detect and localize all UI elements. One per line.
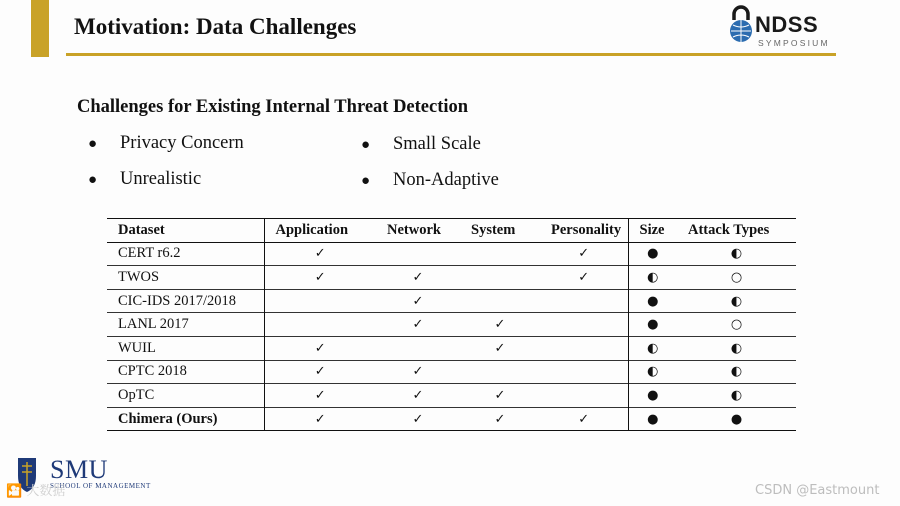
cell-size: ● [647,246,659,262]
cell-system [460,289,540,313]
bullet-item [361,170,499,191]
cell-personality: ✓ [540,242,628,266]
cell-system [460,360,540,384]
cell-attack-types: ◐ [730,293,743,309]
bullet-text: Privacy Concern [120,133,244,153]
cell-personality: ✓ [540,407,628,431]
cell-size: ● [647,293,659,309]
col-header-attack-types: Attack Types [688,221,770,238]
cell-application [264,289,376,313]
cell-size: ● [647,317,659,333]
cell-system: ✓ [494,411,506,427]
cell-network [376,242,460,266]
cell-application [264,313,376,337]
cell-system: ✓ [494,340,506,356]
cell-system [460,242,540,266]
cell-network [376,336,460,360]
bullet-dot: ● [361,173,371,189]
cell-personality [540,360,628,384]
cell-application: ✓ [314,269,326,285]
bullet-dot: ● [88,172,98,188]
watermark-left: 🎦 大数据 [6,484,66,499]
cell-application: ✓ [314,340,326,356]
col-header-application: Application [275,221,349,238]
col-header-personality: Personality [540,219,628,243]
cell-system [460,266,540,290]
table-row [107,289,796,313]
table-row [107,336,796,360]
table-row [107,313,796,337]
cell-application: ✓ [314,411,326,427]
cell-attack-types: ○ [730,317,743,333]
cell-personality [540,384,628,408]
title-underline [66,53,836,56]
cell-personality [540,313,628,337]
cell-size: ● [647,387,659,403]
cell-system: ✓ [494,317,506,333]
bullet-item [88,169,201,190]
section-heading: Challenges for Existing Internal Threat Detection [77,97,469,117]
cell-size: ◐ [647,340,659,356]
cell-network: ✓ [412,317,424,333]
cell-attack-types: ◐ [730,364,743,380]
dataset-name: CPTC 2018 [107,360,264,384]
table-row [107,266,796,290]
dataset-name: Chimera (Ours) [107,407,264,431]
smu-wordmark: SMU [50,455,108,484]
dataset-comparison-table [107,218,796,431]
cell-application: ✓ [314,246,326,262]
ndss-subtext: SYMPOSIUM [758,38,830,48]
bullet-item [88,133,244,154]
cell-network: ✓ [412,387,424,403]
cell-size: ● [647,411,659,427]
bullet-dot: ● [361,137,371,153]
cell-attack-types: ○ [730,269,743,285]
col-header-dataset: Dataset [107,219,264,243]
cell-application: ✓ [314,387,326,403]
cell-network: ✓ [412,364,424,380]
smu-subtext: SCHOOL OF MANAGEMENT [50,482,151,490]
cell-personality [540,336,628,360]
bullet-text: Unrealistic [120,169,202,189]
title-accent-bar [31,0,49,57]
ndss-logo [728,4,838,52]
watermark-csdn: CSDN @Eastmount [755,483,880,498]
table-row [107,384,796,408]
lock-globe-icon [728,4,754,44]
cell-application: ✓ [314,364,326,380]
bullet-text: Non-Adaptive [393,170,499,190]
bullet-dot: ● [88,136,98,152]
dataset-name: OpTC [107,384,264,408]
cell-personality: ✓ [540,266,628,290]
dataset-name: WUIL [107,336,264,360]
cell-system: ✓ [494,387,506,403]
dataset-name: TWOS [107,266,264,290]
col-header-network: Network [387,221,441,238]
cell-size: ◐ [647,364,659,380]
cell-size: ◐ [647,269,659,285]
table-row [107,242,796,266]
table-header-row [107,219,796,243]
cell-attack-types: ◐ [730,387,743,403]
ndss-wordmark: NDSS [755,12,819,37]
col-header-size: Size [639,221,665,238]
cell-attack-types: ◐ [730,246,743,262]
cell-network: ✓ [412,269,424,285]
bullet-item [361,134,481,155]
bullet-text: Small Scale [393,134,481,154]
cell-attack-types: ◐ [730,340,743,356]
cell-network: ✓ [412,293,424,309]
dataset-name: CERT r6.2 [107,242,264,266]
slide-title: Motivation: Data Challenges [74,14,357,39]
table-row [107,360,796,384]
cell-attack-types: ● [730,411,743,427]
dataset-name: CIC-IDS 2017/2018 [107,289,264,313]
dataset-name: LANL 2017 [107,313,264,337]
col-header-system: System [471,221,516,238]
cell-personality [540,289,628,313]
cell-network: ✓ [412,411,424,427]
table-row [107,407,796,431]
